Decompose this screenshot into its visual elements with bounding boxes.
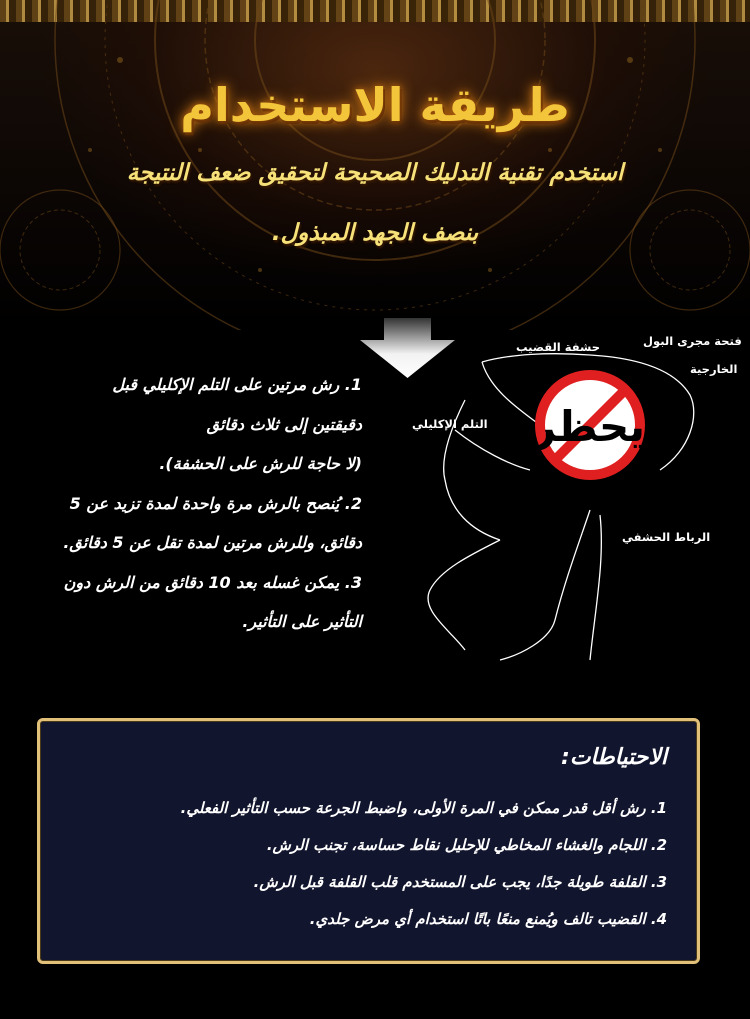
- label-urethra-line-2: الخارجية: [690, 362, 738, 376]
- prohibited-label: يحظر: [531, 402, 645, 451]
- step-line: 1. رش مرتين على التلم الإكليلي قبل: [112, 375, 362, 394]
- precaution-item: 4. القضيب تالف ويُمنع منعًا باتًا استخدام أي مرض جلدي.: [309, 910, 667, 928]
- label-urethra-line-1: فتحة مجرى البول: [643, 334, 742, 348]
- label-frenulum: الرباط الحشفي: [622, 530, 711, 544]
- page-title: طريقة الاستخدام: [180, 78, 570, 132]
- subtitle-line-1: استخدم تقنية التدليك الصحيحة لتحقيق ضعف النتيجة: [126, 160, 624, 186]
- step-line: 2. يُنصح بالرش مرة واحدة لمدة تزيد عن 5: [69, 493, 362, 513]
- precautions-panel: [37, 718, 700, 964]
- step-line: دقائق، وللرش مرتين لمدة تقل عن 5 دقائق.: [63, 533, 362, 552]
- usage-steps: [0, 365, 370, 642]
- precautions-title: الاحتياطات:: [561, 745, 667, 770]
- hero-banner: [0, 0, 750, 330]
- label-coronal-sulcus: التلم الإكليلي: [412, 417, 488, 431]
- step-line: 3. يمكن غسله بعد 10 دقائق من الرش دون: [63, 572, 362, 592]
- step-line: (لا حاجة للرش على الحشفة).: [159, 454, 362, 473]
- precaution-item: 1. رش أقل قدر ممكن في المرة الأولى، واضبط الجرعة حسب التأثير الفعلي.: [180, 799, 667, 817]
- precaution-item: 2. اللجام والغشاء المخاطي للإحليل نقاط حساسة، تجنب الرش.: [266, 836, 667, 854]
- step-line: دقيقتين إلى ثلاث دقائق: [206, 414, 362, 434]
- subtitle-line-2: بنصف الجهد المبذول.: [271, 220, 479, 246]
- label-glans: حشفة القضيب: [516, 340, 600, 354]
- step-line: التأثير على التأثير.: [242, 612, 362, 631]
- precaution-item: 3. القلفة طويلة جدًا، يجب على المستخدم قلب القلفة قبل الرش.: [253, 873, 667, 891]
